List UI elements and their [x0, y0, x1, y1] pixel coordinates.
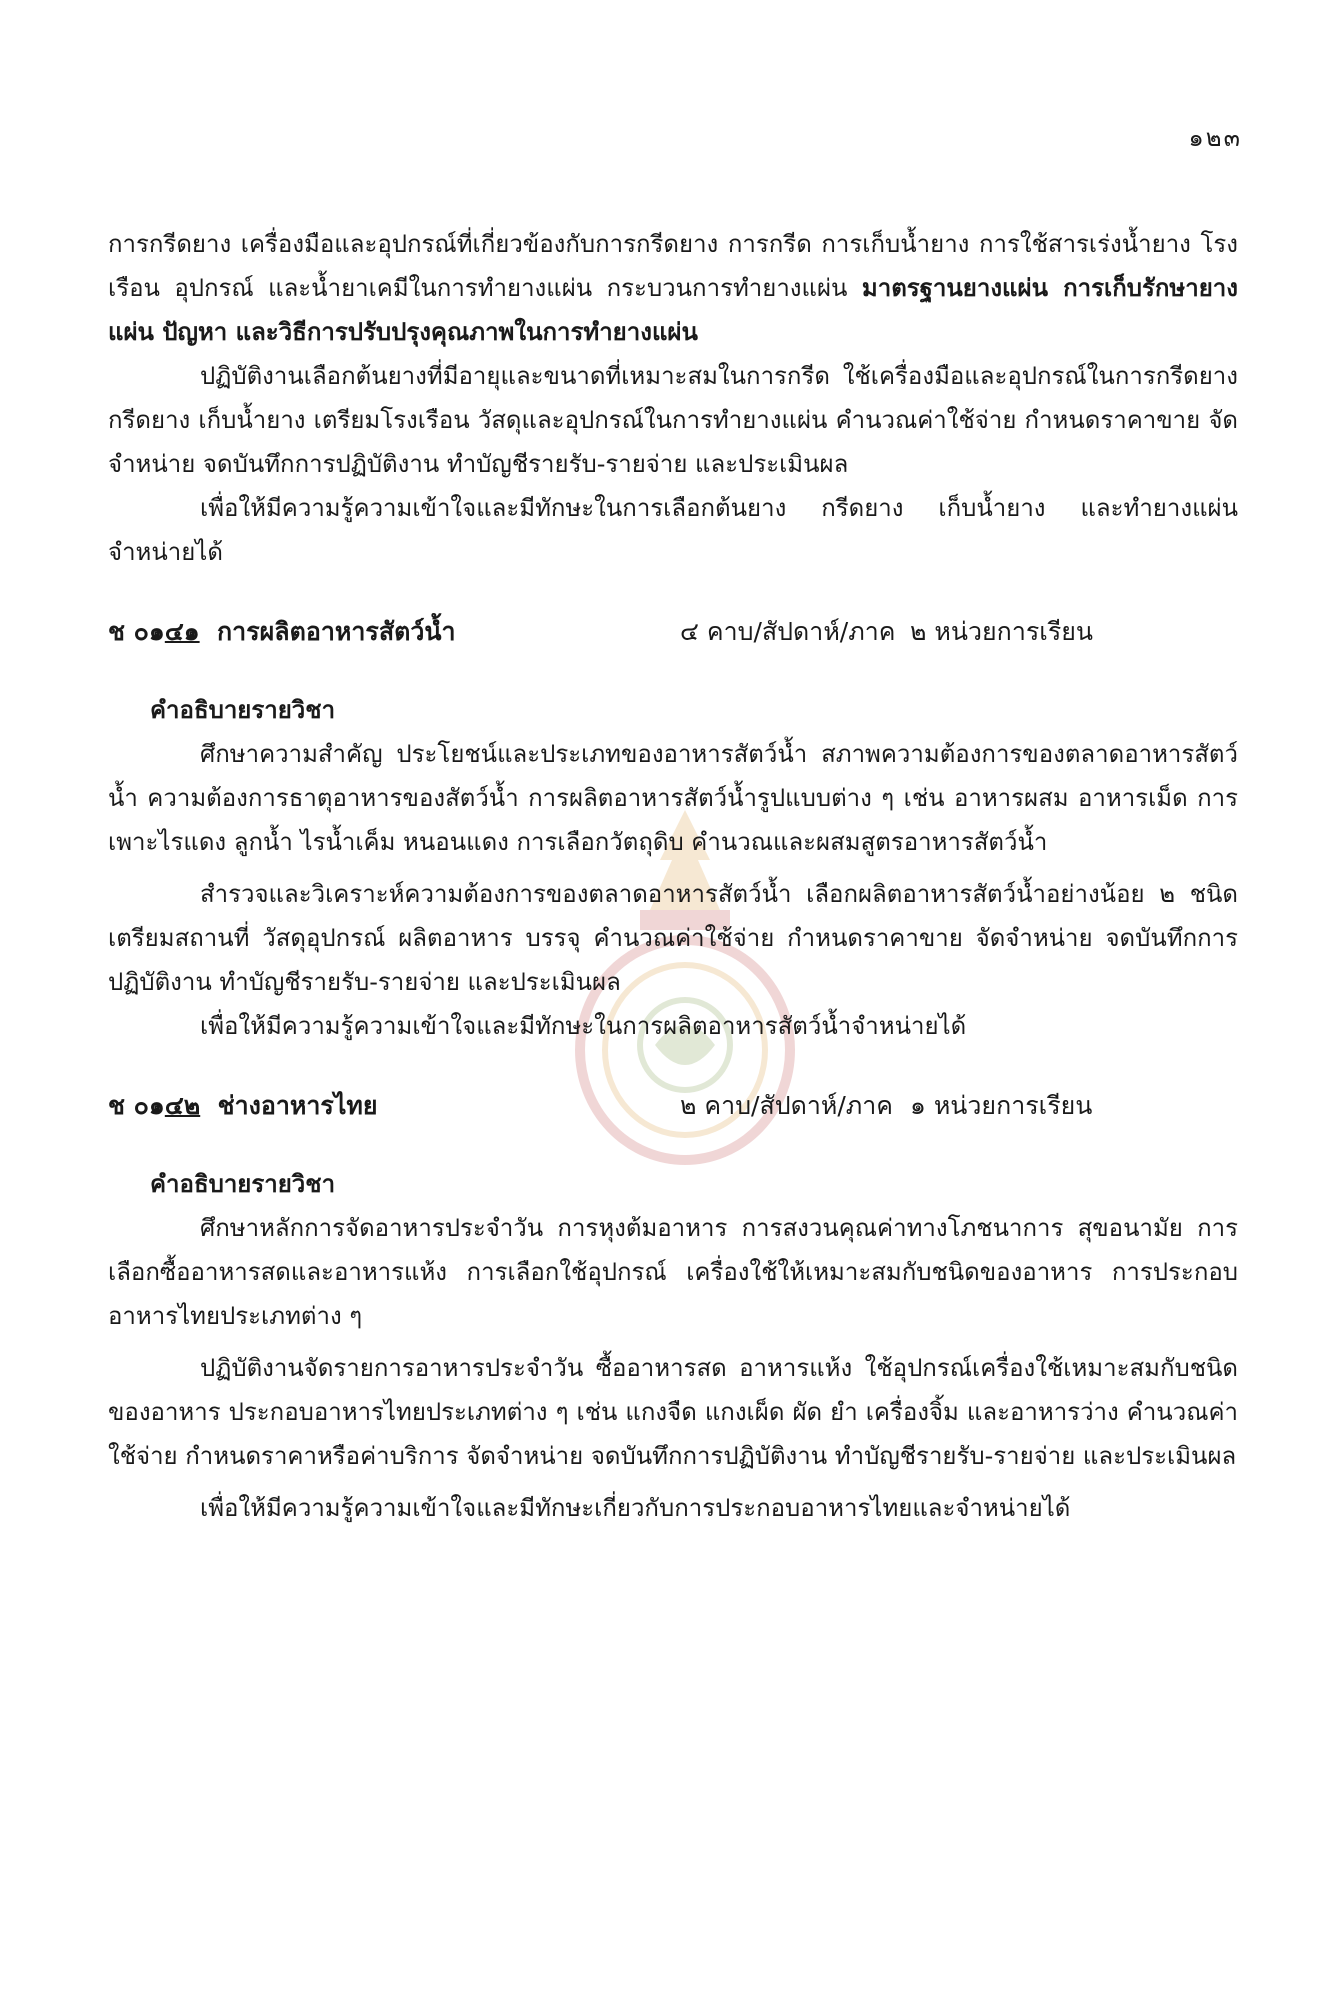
course-description-title: คำอธิบายรายวิชา	[150, 696, 336, 724]
course-credits: ๑ หน่วยการเรียน	[910, 1091, 1093, 1120]
course-description-title: คำอธิบายรายวิชา	[150, 1170, 336, 1198]
course-paragraph-3: เพื่อให้มีความรู้ความเข้าใจและมีทักษะในการผลิตอาหารสัตว์น้ำจำหน่ายได้	[200, 1012, 967, 1040]
page-number: ๑๒๓	[1188, 124, 1242, 152]
course-hours: ๒ คาบ/สัปดาห์/ภาค	[680, 1091, 894, 1120]
course-header	[108, 1086, 1238, 1130]
course-paragraph-1: ศึกษาหลักการจัดอาหารประจำวัน การหุงต้มอาหาร การสงวนคุณค่าทางโภชนาการ สุขอนามัย การเลือกซื้ออาหารสดและอาหารแห้ง การเลือกใช้อุปกรณ์ เครื่องใช้ให้เหมาะสมกับชนิดของอาหาร การประกอบอาหารไทยประเภทต่าง ๆ	[108, 1214, 1238, 1330]
course-name: การผลิตอาหารสัตว์น้ำ	[217, 617, 456, 646]
course-paragraph-2: ปฏิบัติงานจัดรายการอาหารประจำวัน ซื้ออาหารสด อาหารแห้ง ใช้อุปกรณ์เครื่องใช้เหมาะสมกับชนิดของอาหาร ประกอบอาหารไทยประเภทต่าง ๆ เช่น แกงจืด แกงเผ็ด ผัด ยำ เครื่องจิ้ม และอาหารว่าง คำนวณค่าใช้จ่าย กำหนดราคาหรือค่าบริการ จัดจำหน่าย จดบันทึกการปฏิบัติงาน ทำบัญชีรายรับ-รายจ่าย และประเมินผล	[108, 1354, 1238, 1470]
intro-paragraph-2: ปฏิบัติงานเลือกต้นยางที่มีอายุและขนาดที่เหมาะสมในการกรีด ใช้เครื่องมือและอุปกรณ์ในการกรีดยาง กรีดยาง เก็บน้ำยาง เตรียมโรงเรือน วัสดุและอุปกรณ์ในการทำยางแผ่น คำนวณค่าใช้จ่าย กำหนดราคาขาย จัดจำหน่าย จดบันทึกการปฏิบัติงาน ทำบัญชีรายรับ-รายจ่าย และประเมินผล	[108, 362, 1238, 478]
intro-paragraph-3: เพื่อให้มีความรู้ความเข้าใจและมีทักษะในการเลือกต้นยาง กรีดยาง เก็บน้ำยาง และทำยางแผ่นจำหน่ายได้	[108, 494, 1238, 566]
intro-paragraph-1-bold: มาตรฐานยางแผ่น การเก็บรักษายางแผ่น ปัญหา และวิธีการปรับปรุงคุณภาพในการทำยางแผ่น	[108, 274, 1238, 346]
course-code-digits: ๔๒	[164, 1091, 201, 1120]
course-code-prefix: ช ๐๑	[108, 1091, 165, 1120]
course-paragraph-2: สำรวจและวิเคราะห์ความต้องการของตลาดอาหารสัตว์น้ำ เลือกผลิตอาหารสัตว์น้ำอย่างน้อย ๒ ชนิด เตรียมสถานที่ วัสดุอุปกรณ์ ผลิตอาหาร บรรจุ คำนวณค่าใช้จ่าย กำหนดราคาขาย จัดจำหน่าย จดบันทึกการปฏิบัติงาน ทำบัญชีรายรับ-รายจ่าย และประเมินผล	[108, 880, 1238, 996]
course-credits: ๒ หน่วยการเรียน	[910, 617, 1093, 646]
course-code-and-name	[108, 612, 680, 652]
course-header	[108, 612, 1238, 656]
course-name: ช่างอาหารไทย	[217, 1091, 378, 1120]
course-hours: ๔ คาบ/สัปดาห์/ภาค	[680, 617, 896, 646]
main-content	[108, 222, 1238, 1530]
intro-paragraph-1: การกรีดยาง เครื่องมือและอุปกรณ์ที่เกี่ยวข้องกับการกรีดยาง การกรีด การเก็บน้ำยาง การใช้สารเร่งน้ำยาง โรงเรือน อุปกรณ์ และน้ำยาเคมีในการทำยางแผ่น กระบวนการทำยางแผ่น มาตรฐานยางแผ่น การเก็บรักษายางแผ่น ปัญหา และวิธีการปรับปรุงคุณภาพในการทำยางแผ่น	[108, 230, 1238, 346]
course-code-prefix: ช ๐๑	[108, 617, 165, 646]
course-paragraph-3: เพื่อให้มีความรู้ความเข้าใจและมีทักษะเกี่ยวกับการประกอบอาหารไทยและจำหน่ายได้	[200, 1494, 1071, 1522]
course-code-digits: ๔๑	[164, 617, 200, 646]
course-code-and-name	[108, 1086, 680, 1126]
course-paragraph-1: ศึกษาความสำคัญ ประโยชน์และประเภทของอาหารสัตว์น้ำ สภาพความต้องการของตลาดอาหารสัตว์น้ำ ความต้องการธาตุอาหารของสัตว์น้ำ การผลิตอาหารสัตว์น้ำรูปแบบต่าง ๆ เช่น อาหารผสม อาหารเม็ด การเพาะไรแดง ลูกน้ำ ไรน้ำเค็ม หนอนแดง การเลือกวัตถุดิบ คำนวณและผสมสูตรอาหารสัตว์น้ำ	[108, 740, 1238, 856]
